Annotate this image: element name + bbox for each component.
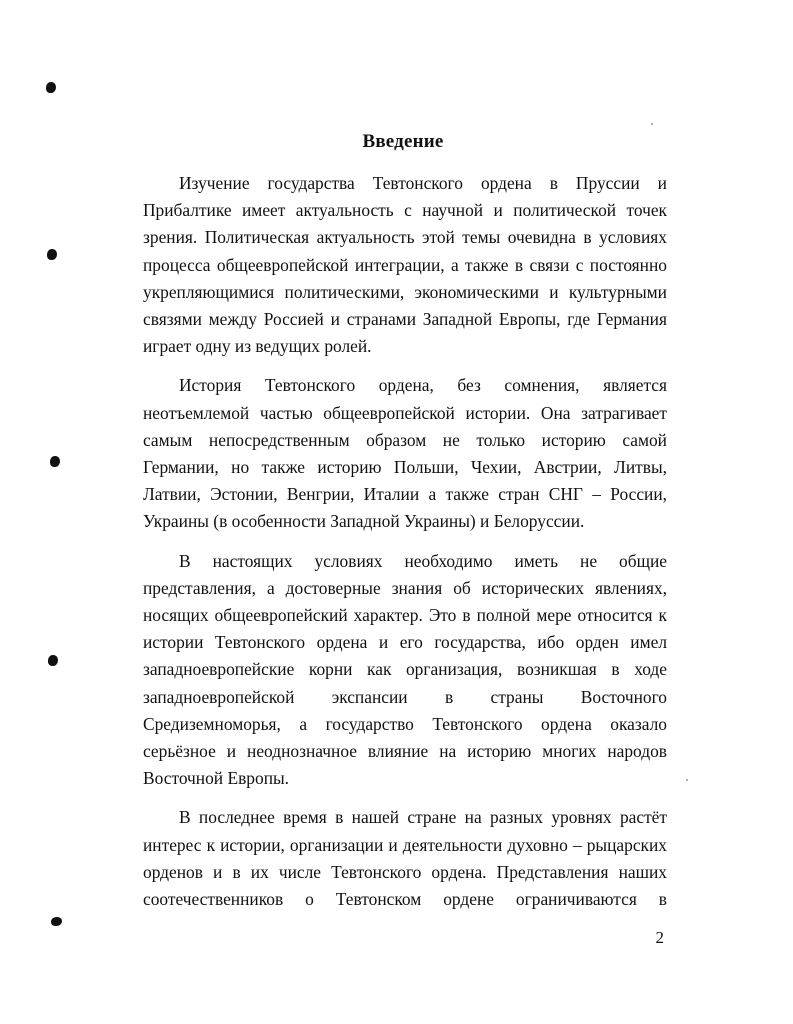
paragraph: В настоящих условиях необходимо иметь не общие представления, а достоверные знания об исторических явлениях, носящих общеевропейский характер. Это в полной мере относится к истории Тевтонского ордена и его государства, ибо орден имел западноевропейские корни как организация, возникшая в ходе западноевропейской экспансии в страны Восточного Средиземноморья, а государство Тевтонского ордена оказало серьёзное и неоднозначное влияние на историю многих народов Восточной Европы. [143,550,667,789]
punch-hole-mark [51,917,62,926]
paragraph: В последнее время в нашей стране на разных уровнях растёт интерес к истории, организации и деятельности духовно – рыцарских орденов и в их числе Тевтонского ордена. Представления наших соотечественников о Тевтонском ордене ограничиваются в [143,807,667,910]
punch-hole-mark [50,456,60,467]
page-heading: Введение [362,131,444,152]
paragraph: Изучение государства Тевтонского ордена в Пруссии и Прибалтике имеет актуальность с научной и политической точек зрения. Политическая актуальность этой темы очевидна в условиях процесса общеевропейской интеграции, а также в связи с постоянно укрепляющимися политическими, экономическими и культурными связями между Россией и странами Западной Европы, где Германия играет одну из ведущих ролей. [143,173,667,357]
paragraph: История Тевтонского ордена, без сомнения, является неотъемлемой частью общеевропейской истории. Она затрагивает самым непосредственным образом не только историю самой Германии, но также историю Польши, Чехии, Австрии, Литвы, Латвии, Эстонии, Венгрии, Италии а также стран СНГ – России, Украины (в особенности Западной Украины) и Белоруссии. [143,375,667,532]
punch-hole-mark [46,82,56,93]
body-text [143,170,667,913]
punch-hole-mark [47,249,57,260]
scan-speck [651,123,653,125]
scan-speck [686,779,688,781]
punch-hole-mark [48,655,58,666]
page-number: 2 [655,928,664,947]
